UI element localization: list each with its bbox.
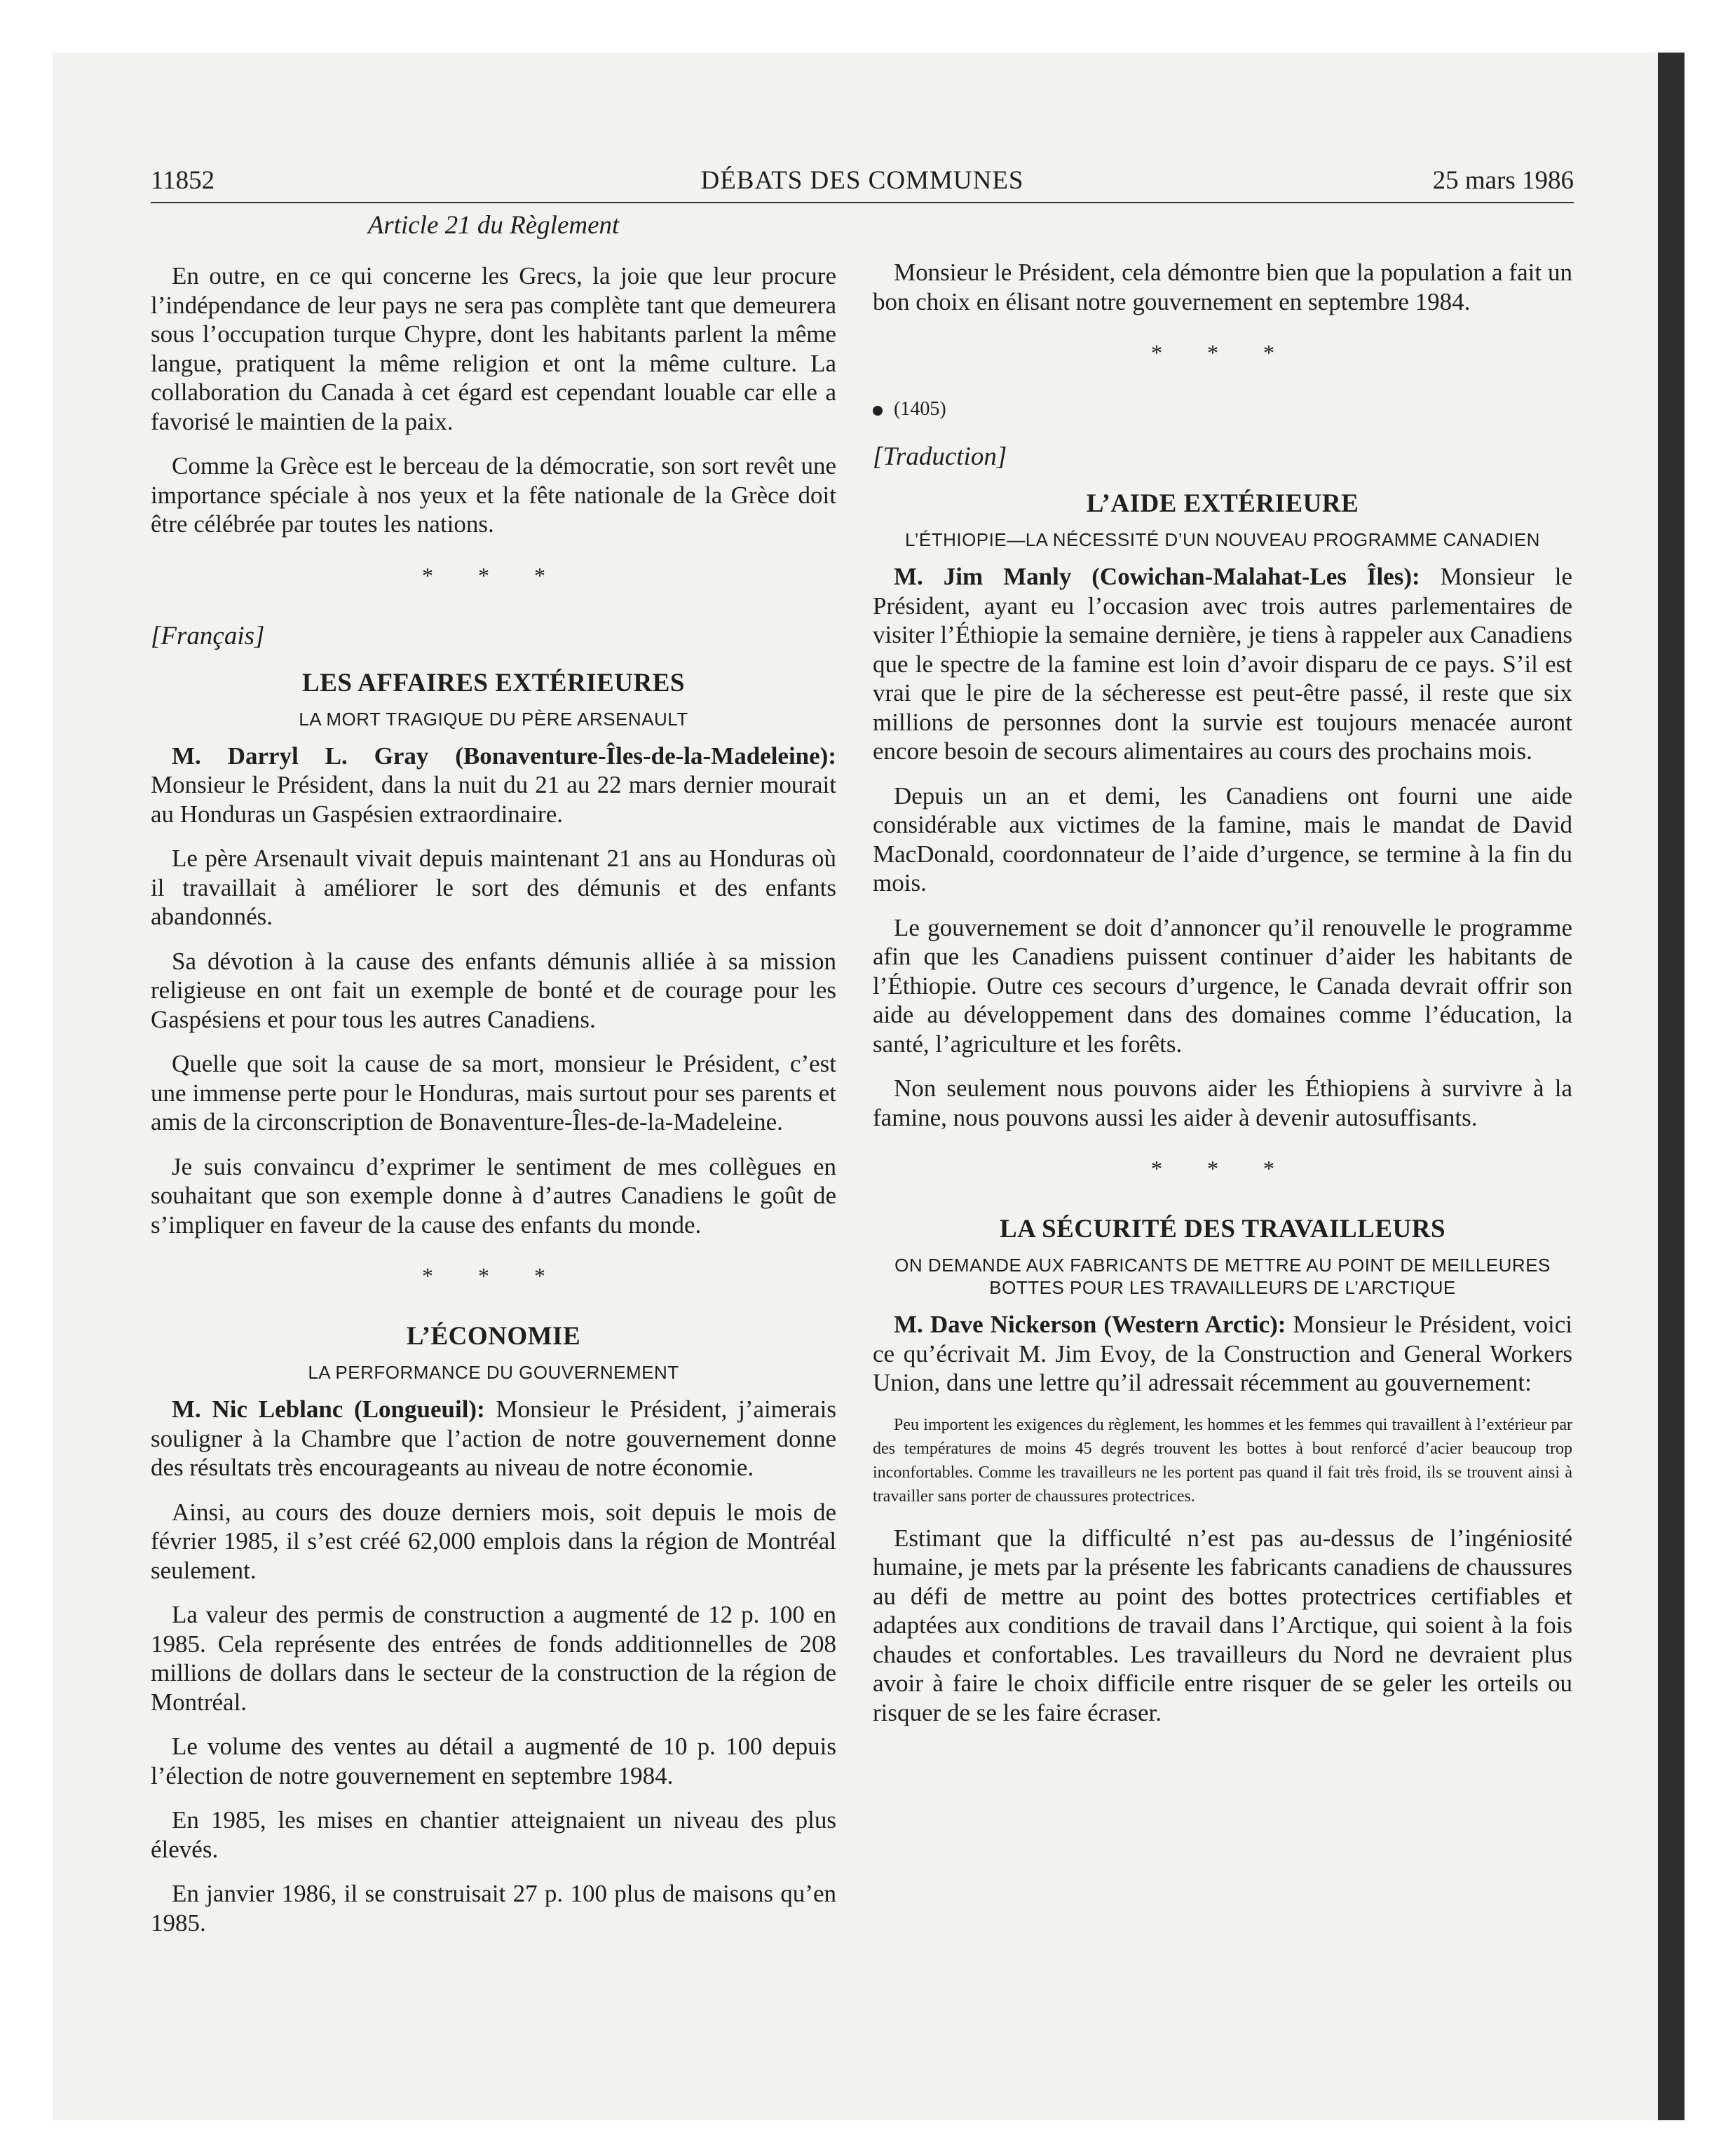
publication-title: DÉBATS DES COMMUNES [700, 166, 1024, 195]
publication-date: 25 mars 1986 [1432, 166, 1574, 195]
speech-paragraph [873, 1310, 1572, 1398]
time-marker [873, 398, 1572, 421]
paragraph: Le père Arsenault vivait depuis maintenant 21 ans au Honduras où il travaillait à améliorer le sort des démunis et des enfants abandonnés. [151, 845, 836, 930]
time-marker-text: (1405) [894, 398, 946, 420]
language-tag: [Français] [151, 621, 265, 650]
paragraph: Depuis un an et demi, les Canadiens ont fourni une aide considérable aux victimes de la famine, mais le mandat de David MacDonald, coordonnateur de l’aide d’urgence, se termine à la fin du mois. [873, 782, 1572, 896]
section-subheading: L’ÉTHIOPIE—LA NÉCESSITÉ D’UN NOUVEAU PROGRAMME CANADIEN [905, 529, 1540, 550]
speaker-name: M. Darryl L. Gray (Bonaventure-Îles-de-la-Madeleine): [172, 742, 836, 770]
speaker-name: M. Dave Nickerson (Western Arctic): [894, 1311, 1286, 1338]
bullet-icon [873, 406, 883, 416]
section-subheading: ON DEMANDE AUX FABRICANTS DE METTRE AU POINT DE MEILLEURES BOTTES POUR LES TRAVAILLEURS DE L’ARCTIQUE [894, 1255, 1551, 1298]
paragraph: La valeur des permis de construction a augmenté de 12 p. 100 en 1985. Cela représente des entrées de fonds additionnelles de 208 millions de dollars dans le secteur de la construction de la région de Montréal. [151, 1601, 836, 1716]
paragraph: En 1985, les mises en chantier atteignaient un niveau des plus élevés. [151, 1806, 836, 1863]
speaker-name: M. Nic Leblanc (Longueuil): [172, 1396, 485, 1423]
section-separator: * * * [1151, 1156, 1294, 1181]
paragraph: Le volume des ventes au détail a augmenté de 10 p. 100 depuis l’élection de notre gouvernement en septembre 1984. [151, 1733, 836, 1789]
standing-order-rubric: Article 21 du Règlement [367, 211, 620, 240]
speech-paragraph [151, 1395, 836, 1482]
right-column [873, 258, 1572, 1742]
speech-text: Monsieur le Président, j’aimerais souligner à la Chambre que l’action de notre gouvernement donne des résultats très encourageants au niveau de notre économie. [151, 1396, 837, 1481]
section-separator: * * * [1151, 340, 1294, 365]
paragraph: Non seulement nous pouvons aider les Éthiopiens à survivre à la famine, nous pouvons aussi les aider à devenir autosuffisants. [873, 1074, 1572, 1131]
speaker-name: M. Jim Manly (Cowichan-Malahat-Les Îles): [894, 563, 1420, 590]
section-separator: * * * [422, 562, 565, 588]
paragraph: Je suis convaincu d’exprimer le sentiment de mes collègues en souhaitant que son exemple donne à d’autres Canadiens le goût de s’impliquer en faveur de la cause des enfants du monde. [151, 1152, 836, 1239]
section-separator: * * * [422, 1263, 565, 1288]
section-heading: LES AFFAIRES EXTÉRIEURES [302, 668, 685, 697]
speech-paragraph [151, 742, 836, 829]
speech-paragraph [873, 562, 1572, 766]
block-quote: Peu importent les exigences du règlement, les hommes et les femmes qui travaillent à l’extérieur par des températures de moins 45 degrés trouvent les bottes à bout renforcé d’acier beaucoup trop inconfortables. Comme les travailleurs ne les portent pas quand il fait très froid, ils se trouvent ainsi à travailler sans porter de chaussures protectrices. [873, 1415, 1572, 1506]
paragraph: Ainsi, au cours des douze derniers mois, soit depuis le mois de février 1985, il s’est créé 62,000 emplois dans la région de Montréal seulement. [151, 1498, 836, 1584]
paragraph: Le gouvernement se doit d’annoncer qu’il renouvelle le programme afin que les Canadiens puissent continuer d’aider les habitants de l’Éthiopie. Outre ces secours d’urgence, le Canada devrait offrir son aide au développement dans des domaines comme l’éducation, la santé, l’agriculture et les forêts. [873, 913, 1572, 1058]
left-column [151, 210, 836, 1953]
page-number: 11852 [151, 166, 215, 195]
section-heading: L’AIDE EXTÉRIEURE [1086, 489, 1359, 518]
language-tag: [Traduction] [873, 442, 1007, 471]
paragraph: Quelle que soit la cause de sa mort, monsieur le Président, c’est une immense perte pour le Honduras, mais surtout pour ses parents et amis de la circonscription de Bonaventure-Îles-de-la-Madeleine. [151, 1050, 836, 1135]
speech-text: Monsieur le Président, dans la nuit du 21 au 22 mars dernier mourait au Honduras un Gaspésien extraordinaire. [151, 771, 836, 828]
paragraph: Monsieur le Président, cela démontre bien que la population a fait un bon choix en élisant notre gouvernement en septembre 1984. [873, 259, 1572, 315]
speech-text: Monsieur le Président, ayant eu l’occasion avec trois autres parlementaires de visiter l’Éthiopie la semaine dernière, je tiens à rappeler aux Canadiens que le spectre de la famine est loin d’avoir disparu de ce pays. S’il est vrai que le pire de la sécheresse est peut-être passé, il reste que six millions de personnes dont la survie est toujours menacée auront encore besoin de secours alimentaires au cours des prochains mois. [873, 563, 1572, 765]
paragraph: Comme la Grèce est le berceau de la démocratie, son sort revêt une importance spéciale à nos yeux et la fête nationale de la Grèce doit être célébrée par toutes les nations. [151, 452, 836, 538]
speech-text: Monsieur le Président, voici ce qu’écrivait M. Jim Evoy, de la Construction and General Workers Union, dans une lettre qu’il adressait récemment au gouvernement: [873, 1311, 1573, 1396]
section-subheading: LA PERFORMANCE DU GOUVERNEMENT [308, 1362, 679, 1383]
section-subheading: LA MORT TRAGIQUE DU PÈRE ARSENAULT [299, 708, 688, 730]
paragraph: Estimant que la difficulté n’est pas au-dessus de l’ingéniosité humaine, je mets par la présente les fabricants canadiens de chaussures au défi de mettre au point des bottes protectrices certifiables et adaptées aux conditions de travail dans l’Arctique, qui soient à la fois chaudes et confortables. Les travailleurs du Nord ne devraient plus avoir à faire le choix difficile entre risquer de se geler les orteils ou risquer de se les faire écraser. [873, 1524, 1572, 1726]
section-heading: LA SÉCURITÉ DES TRAVAILLEURS [999, 1215, 1446, 1243]
paragraph: En janvier 1986, il se construisait 27 p. 100 plus de maisons qu’en 1985. [151, 1880, 836, 1937]
page-header [151, 165, 1574, 203]
paragraph: En outre, en ce qui concerne les Grecs, la joie que leur procure l’indépendance de leur pays ne sera pas complète tant que demeurera sous l’occupation turque Chypre, dont les habitants parlent la même langue, pratiquent la même religion et ont la même culture. La collaboration du Canada à cet égard est cependant louable car elle a favorisé le maintien de la paix. [151, 262, 836, 435]
scan-edge-bar [1658, 53, 1685, 2120]
section-heading: L’ÉCONOMIE [406, 1322, 581, 1351]
paragraph: Sa dévotion à la cause des enfants démunis alliée à sa mission religieuse en ont fait un exemple de bonté et de courage pour les Gaspésiens et pour tous les autres Canadiens. [151, 947, 836, 1033]
